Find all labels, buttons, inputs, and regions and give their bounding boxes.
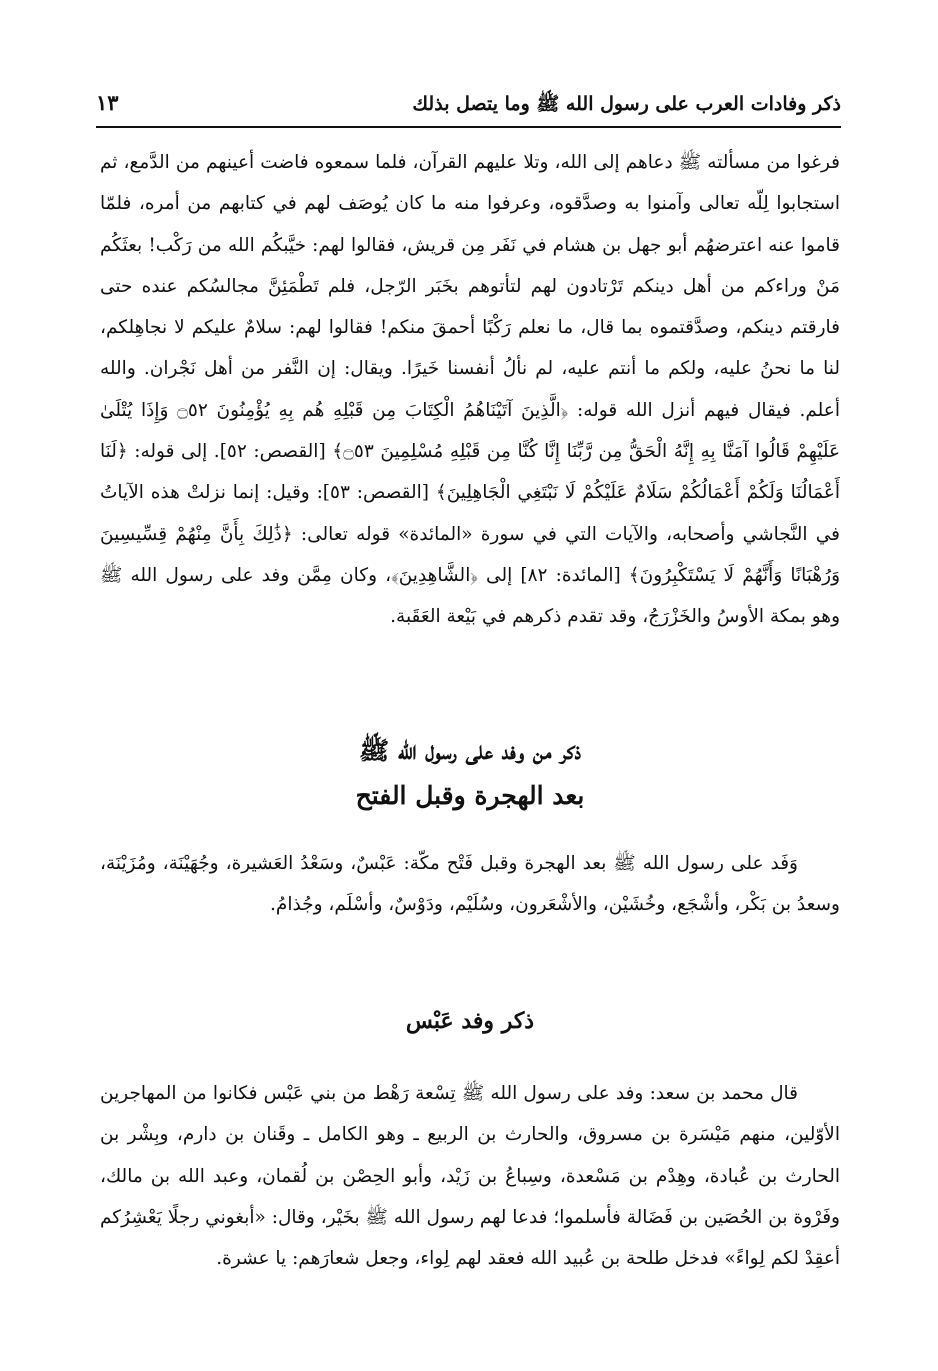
section-heading-line-1: ذكر من وفد على رسول الله ﷺ xyxy=(358,736,582,765)
subsection-heading: ذكر وفد عَبْس xyxy=(405,1008,535,1034)
section-heading-line-2: بعد الهجرة وقبل الفتح xyxy=(355,781,585,810)
delegations-list-paragraph xyxy=(100,843,840,926)
page-number: ١٣ xyxy=(96,90,119,115)
running-header xyxy=(96,86,841,128)
continuation-paragraph xyxy=(100,142,840,638)
paragraph-text: وَفَد على رسول الله ﷺ بعد الهجرة وقبل فَتْح مكّة: عَبْسٌ، وسَعْدُ العَشيرة، وجُهَيْنَة، ومُزَيْنَة، وسعدُ بن بَكْر، وأشْجَع، وخُشَيْن، والأشْعَرون، وسُلَيْم، ودَوْسٌ، وأسْلَم، وجُذامُ. xyxy=(100,853,840,916)
paragraph-text: فرغوا من مسألته ﷺ دعاهم إلى الله، وتلا عليهم القرآن، فلما سمعوه فاضت أعينهم من الدَّمع، ثم استجابوا لِلّه تعالى وآمنوا به وصدَّقوه، وعرفوا منه ما كان يُوصَف لهم في كتابهم من أمره، فلمّا قاموا عنه اعترضهُم أبو جهل بن هشام في نَفَر مِن قريش، فقالوا لهم: خيَّبكُم الله من رَكْب! بعثَكُم مَنْ وراءكم من أهل دينكم تَرْتادون لهم لتأتوهم بخَبَر الرّجل، فلم تَطْمَئِنَّ مجالسُكم عنده حتى فارقتم دينكم، وصدَّقتموه بما قال، ما نعلم رَكْبًا أحمقَ منكم! فقالوا لهم: سلامٌ عليكم لا نجاهِلكم، لنا ما نحنُ عليه، ولكم ما أنتم عليه، لم نألُ أنفسنا خَيرًا. ويقال: إن النَّفر من أهل نَجْران. والله أعلم. فيقال فيهم أنزل الله قوله: ﴿الَّذِينَ آتَيْنَاهُمُ الْكِتَابَ مِن قَبْلِهِ هُم بِهِ يُؤْمِنُونَ ۝٥٢ وَإِذَا يُتْلَىٰ عَلَيْهِمْ قَالُوا آمَنَّا بِهِ إِنَّهُ الْحَقُّ مِن رَّبِّنَا إِنَّا كُنَّا مِن قَبْلِهِ مُسْلِمِينَ ۝٥٣﴾ [القصص: ٥٢]. إلى قوله: ﴿لَنَا أَعْمَالُنَا وَلَكُمْ أَعْمَالُكُمْ سَلَامٌ عَلَيْكُمْ لَا نَبْتَغِي الْجَاهِلِينَ﴾ [القصص: ٥٣]: وقيل: إنما نزلتْ هذه الآياتُ في النَّجاشي وأصحابه، والآيات التي في سورة «المائدة» قوله تعالى: ﴿ذَٰلِكَ بِأَنَّ مِنْهُمْ قِسِّيسِينَ وَرُهْبَانًا وَأَنَّهُمْ لَا يَسْتَكْبِرُونَ﴾ [المائدة: ٨٢] إلى ﴿الشَّاهِدِينَ﴾، وكان مِمَّن وفد على رسول الله ﷺ وهو بمكة الأوسُ والخَزْرَجُ، وقد تقدم ذكرهم في بَيْعة العَقَبة. xyxy=(100,152,841,628)
running-title: ذكر وفادات العرب على رسول الله ﷺ وما يتصل بذلك xyxy=(412,93,841,115)
paragraph-text: قال محمد بن سعد: وفد على رسول الله ﷺ تِسْعة رَهْط من بني عَبْس فكانوا من المهاجرين الأوّلين، منهم مَيْسَرة بن مسروق، والحارث بن الربيع ـ وهو الكامل ـ وقَنان بن دارم، وبِشْر بن الحارث بن عُبادة، وهِدْم بن مَسْعدة، وسِباعُ بن زَيْد، وأبو الحِصْن بن لُقمان، وعبد الله بن مالك، وفَرْوة بن الحُصَين بن فَضَالة فأسلموا؛ فدعا لهم رسول الله ﷺ بخَيْر، وقال: «أبغوني رجلًا يَعْشِرُكم أعقِدْ لكم لِواءً» فدخل طلحة بن عُبيد الله فعقد لهم لِواء، وجعل شعارَهم: يا عشرة. xyxy=(100,1083,840,1270)
abs-delegation-paragraph xyxy=(100,1073,840,1279)
